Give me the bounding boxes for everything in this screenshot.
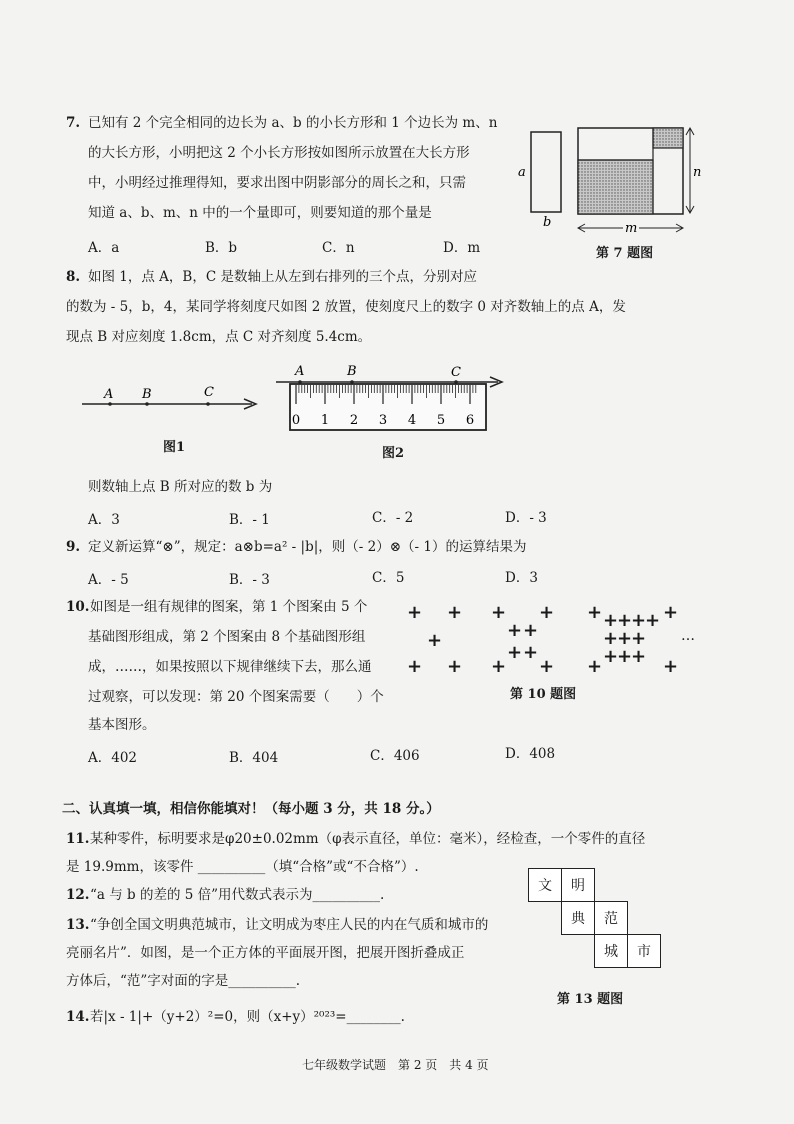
plus-sign: +: [631, 628, 647, 649]
q10-line-4: 过观察，可以发现：第 20 个图案需要（ ）个: [88, 689, 384, 705]
q10-line-1: 如图是一组有规律的图案，第 1 个图案由 5 个: [90, 599, 368, 615]
q7-option-b: B．b: [205, 240, 238, 256]
net-cell-2: 明: [561, 868, 595, 902]
page-footer: 七年级数学试题 第 2 页 共 4 页: [302, 1058, 489, 1072]
plus-sign: +: [507, 620, 523, 641]
q14-number: 14.: [66, 1009, 90, 1025]
plus-sign: +: [631, 646, 647, 667]
ruler-label-5: 5: [436, 413, 446, 428]
plus-sign: +: [447, 602, 463, 623]
net-cell-3: 典: [561, 901, 595, 935]
plus-sign: +: [617, 646, 633, 667]
q10-option-a: A．402: [88, 750, 138, 766]
q10-option-b: B．404: [229, 750, 279, 766]
q10-line-2: 基础图形组成，第 2 个图案由 8 个基础图形组: [88, 629, 366, 645]
plus-sign: +: [617, 628, 633, 649]
plus-sign: +: [491, 656, 507, 677]
label-b: b: [543, 215, 552, 230]
q10-option-d: D．408: [505, 746, 556, 762]
q13-caption: 第 13 题图: [557, 992, 624, 1007]
shaded-region-bottom: [578, 160, 653, 214]
label-a: a: [518, 165, 526, 180]
q13-line-2: 亮丽名片”．如图，是一个正方体的平面展开图，把展开图折叠成正: [66, 945, 465, 961]
label-n: n: [693, 165, 702, 180]
fig1-label-c: C: [204, 385, 214, 400]
shaded-region-top: [653, 128, 683, 148]
q7-option-c: C．n: [322, 240, 355, 256]
plus-sign: +: [447, 656, 463, 677]
q7-caption: 第 7 题图: [596, 246, 654, 261]
q8-fig2-caption: 图2: [382, 446, 405, 461]
q9-option-c: C．5: [372, 570, 405, 586]
q9-line: 定义新运算“⊗”，规定：a⊗b=a² - |b|，则（- 2）⊗（- 1）的运算结果为: [88, 539, 527, 555]
q8-figure-1: [80, 380, 260, 420]
ruler-label-4: 4: [407, 413, 417, 428]
plus-sign: +: [631, 610, 647, 631]
plus-sign: +: [407, 602, 423, 623]
plus-sign: +: [663, 602, 679, 623]
net-cell-6: 市: [627, 934, 661, 968]
q11-number: 11.: [66, 831, 90, 847]
plus-sign: +: [407, 656, 423, 677]
q9-number: 9.: [66, 539, 81, 555]
ruler-label-3: 3: [378, 413, 388, 428]
q8-question: 则数轴上点 B 所对应的数 b 为: [88, 479, 273, 495]
plus-sign: +: [523, 620, 539, 641]
q8-option-c: C．- 2: [372, 510, 414, 526]
q7-line-2: 的大长方形，小明把这 2 个小长方形按如图所示放置在大长方形: [88, 145, 470, 161]
small-rectangle: [531, 132, 561, 212]
fig1-label-b: B: [142, 387, 152, 402]
q10-line-3: 成，……，如果按照以下规律继续下去，那么通: [88, 659, 372, 675]
plus-sign: +: [603, 646, 619, 667]
ruler-label-0: 0: [291, 413, 301, 428]
net-cell-5: 城: [594, 934, 628, 968]
ruler-label-6: 6: [465, 413, 475, 428]
fig2-label-c: C: [451, 365, 461, 380]
q8-option-b: B．- 1: [229, 512, 270, 528]
plus-sign: +: [427, 630, 443, 651]
q10-number: 10.: [66, 599, 90, 615]
q12-line: “a 与 b 的差的 5 倍”用代数式表示为__________.: [90, 887, 385, 903]
q8-option-a: A．3: [88, 512, 120, 528]
plus-sign: +: [645, 610, 661, 631]
q10-caption: 第 10 题图: [510, 687, 577, 702]
net-cell-1: 文: [528, 868, 562, 902]
plus-sign: +: [523, 642, 539, 663]
q8-line-1: 如图 1，点 A，B，C 是数轴上从左到右排列的三个点，分别对应: [88, 269, 477, 285]
plus-sign: +: [539, 602, 555, 623]
section-2-heading: 二、认真填一填，相信你能填对！（每小题 3 分，共 18 分。）: [62, 801, 440, 817]
plus-sign: +: [539, 656, 555, 677]
q10-figure: [395, 596, 695, 676]
q12-number: 12.: [66, 887, 90, 903]
q14-line: 若|x - 1|+（y+2）²=0，则（x+y）²⁰²³=________.: [90, 1009, 405, 1025]
q11-line-2: 是 19.9mm，该零件 __________（填“合格”或“不合格”）.: [66, 859, 419, 875]
fig2-label-a: A: [295, 364, 305, 379]
q7-number: 7.: [66, 115, 81, 131]
q10-option-c: C．406: [370, 748, 420, 764]
fig1-label-a: A: [104, 387, 114, 402]
q9-option-a: A．- 5: [88, 572, 129, 588]
q7-line-4: 知道 a、b、m、n 中的一个量即可，则要知道的那个量是: [88, 205, 432, 221]
net-cell-4: 范: [594, 901, 628, 935]
plus-sign: +: [491, 602, 507, 623]
pattern-ellipsis: …: [681, 628, 695, 644]
plus-sign: +: [617, 610, 633, 631]
plus-sign: +: [603, 628, 619, 649]
plus-sign: +: [587, 602, 603, 623]
q8-figure-2: [270, 360, 510, 435]
q9-option-b: B．- 3: [229, 572, 270, 588]
q7-line-3: 中，小明经过推理得知，要求出图中阴影部分的周长之和，只需: [88, 175, 466, 191]
plus-sign: +: [603, 610, 619, 631]
q8-line-2: 的数为 - 5，b，4，某同学将刻度尺如图 2 放置，使刻度尺上的数字 0 对齐数轴上的点 A，发: [66, 299, 626, 315]
label-m: m: [625, 221, 638, 236]
q11-line-1: 某种零件，标明要求是φ20±0.02mm（φ表示直径，单位：毫米），经检查，一个零件的直径: [90, 831, 646, 847]
q7-option-a: A．a: [88, 240, 120, 256]
q8-number: 8.: [66, 269, 81, 285]
fig2-label-b: B: [347, 364, 357, 379]
ruler-label-1: 1: [320, 413, 330, 428]
q13-line-3: 方体后，“范”字对面的字是__________.: [66, 973, 301, 989]
q8-line-3: 现点 B 对应刻度 1.8cm，点 C 对齐刻度 5.4cm。: [66, 329, 372, 345]
q7-line-1: 已知有 2 个完全相同的边长为 a、b 的小长方形和 1 个边长为 m、n: [88, 115, 498, 131]
plus-sign: +: [587, 656, 603, 677]
q13-line-1: “争创全国文明典范城市，让文明成为枣庄人民的内在气质和城市的: [90, 917, 489, 933]
plus-sign: +: [663, 656, 679, 677]
q7-option-d: D．m: [443, 240, 481, 256]
q10-line-5: 基本图形。: [88, 717, 156, 733]
q8-fig1-caption: 图1: [163, 440, 186, 455]
plus-sign: +: [507, 642, 523, 663]
q9-option-d: D．3: [505, 570, 538, 586]
q13-number: 13.: [66, 917, 90, 933]
q8-option-d: D．- 3: [505, 510, 547, 526]
ruler-label-2: 2: [349, 413, 359, 428]
